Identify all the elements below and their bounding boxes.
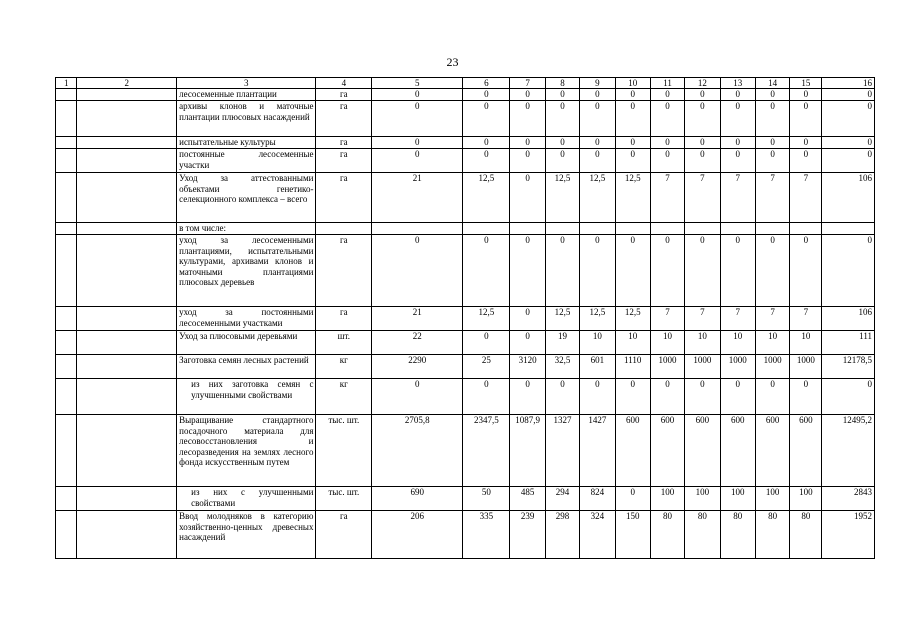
value-cell: 0: [372, 101, 463, 137]
empty-cell-col2: [77, 235, 177, 307]
value-cell: [545, 223, 579, 235]
value-cell: 80: [650, 511, 684, 559]
column-number-3: 3: [177, 78, 316, 89]
value-cell: 0: [615, 379, 650, 415]
value-cell: 0: [685, 149, 720, 173]
value-cell: 1110: [615, 355, 650, 379]
column-number-14: 14: [755, 78, 789, 89]
unit-cell: кг: [316, 355, 372, 379]
empty-cell-col2: [77, 173, 177, 223]
value-cell: 0: [685, 379, 720, 415]
column-number-4: 4: [316, 78, 372, 89]
value-cell: 0: [685, 89, 720, 101]
value-cell: 10: [685, 331, 720, 355]
value-cell: 0: [463, 379, 510, 415]
value-cell: 0: [822, 149, 875, 173]
value-cell: 10: [580, 331, 615, 355]
table-row: [56, 149, 875, 173]
value-cell: 600: [650, 415, 684, 487]
value-cell: 12,5: [615, 173, 650, 223]
value-cell: 100: [790, 487, 822, 511]
value-cell: 7: [720, 307, 755, 331]
value-cell: 25: [463, 355, 510, 379]
value-cell: 0: [650, 235, 684, 307]
value-cell: 0: [755, 149, 789, 173]
value-cell: 0: [650, 101, 684, 137]
value-cell: 3120: [510, 355, 545, 379]
row-label: Заготовка семян лесных растений: [177, 355, 316, 379]
table-row: [56, 89, 875, 101]
value-cell: 100: [755, 487, 789, 511]
value-cell: 485: [510, 487, 545, 511]
empty-cell-col1: [56, 487, 77, 511]
unit-cell: га: [316, 137, 372, 149]
empty-cell-col1: [56, 89, 77, 101]
row-label: Уход за аттестованными объектами генетико-селекционного комплекса – всего: [177, 173, 316, 223]
value-cell: 0: [755, 137, 789, 149]
value-cell: 0: [510, 331, 545, 355]
value-cell: 600: [615, 415, 650, 487]
column-number-5: 5: [372, 78, 463, 89]
value-cell: 1000: [790, 355, 822, 379]
row-label: Ввод молодняков в категорию хозяйственно-ценных древесных насаждений: [177, 511, 316, 559]
value-cell: 0: [685, 101, 720, 137]
value-cell: 0: [755, 101, 789, 137]
value-cell: 324: [580, 511, 615, 559]
value-cell: 0: [615, 89, 650, 101]
value-cell: 10: [755, 331, 789, 355]
value-cell: 100: [685, 487, 720, 511]
value-cell: 21: [372, 307, 463, 331]
value-cell: 600: [720, 415, 755, 487]
data-table: [55, 77, 875, 559]
value-cell: [463, 223, 510, 235]
table-row: [56, 235, 875, 307]
value-cell: 0: [822, 101, 875, 137]
empty-cell-col1: [56, 173, 77, 223]
value-cell: 0: [615, 137, 650, 149]
column-number-13: 13: [720, 78, 755, 89]
value-cell: 0: [720, 235, 755, 307]
empty-cell-col2: [77, 149, 177, 173]
value-cell: 0: [720, 101, 755, 137]
value-cell: 0: [822, 89, 875, 101]
table-row: [56, 487, 875, 511]
value-cell: 0: [580, 379, 615, 415]
empty-cell-col1: [56, 137, 77, 149]
value-cell: 0: [650, 137, 684, 149]
empty-cell-col2: [77, 137, 177, 149]
value-cell: 0: [720, 379, 755, 415]
row-label: Уход за плюсовыми деревьями: [177, 331, 316, 355]
unit-cell: кг: [316, 379, 372, 415]
value-cell: [615, 223, 650, 235]
unit-cell: тыс. шт.: [316, 487, 372, 511]
value-cell: 0: [463, 331, 510, 355]
value-cell: 2347,5: [463, 415, 510, 487]
value-cell: 601: [580, 355, 615, 379]
unit-cell: га: [316, 511, 372, 559]
value-cell: 0: [463, 89, 510, 101]
value-cell: 0: [580, 137, 615, 149]
value-cell: 19: [545, 331, 579, 355]
value-cell: 0: [790, 137, 822, 149]
value-cell: 0: [545, 137, 579, 149]
value-cell: 12,5: [545, 307, 579, 331]
value-cell: 80: [790, 511, 822, 559]
value-cell: 150: [615, 511, 650, 559]
value-cell: 1000: [755, 355, 789, 379]
value-cell: 0: [545, 101, 579, 137]
value-cell: 0: [650, 149, 684, 173]
value-cell: 1327: [545, 415, 579, 487]
value-cell: 7: [685, 173, 720, 223]
column-number-10: 10: [615, 78, 650, 89]
value-cell: 600: [685, 415, 720, 487]
table-row: [56, 307, 875, 331]
value-cell: 0: [650, 89, 684, 101]
value-cell: 0: [580, 235, 615, 307]
value-cell: 0: [510, 173, 545, 223]
value-cell: 10: [650, 331, 684, 355]
value-cell: 0: [755, 235, 789, 307]
value-cell: 0: [790, 101, 822, 137]
value-cell: [685, 223, 720, 235]
value-cell: [755, 223, 789, 235]
row-label: Выращивание стандартного посадочного материала для лесовосстановления и лесоразведения на землях лесного фонда искусственным путем: [177, 415, 316, 487]
value-cell: 0: [463, 137, 510, 149]
value-cell: 0: [685, 137, 720, 149]
value-cell: 0: [790, 379, 822, 415]
value-cell: 0: [510, 379, 545, 415]
value-cell: 294: [545, 487, 579, 511]
value-cell: 0: [510, 137, 545, 149]
value-cell: 0: [720, 149, 755, 173]
unit-cell: га: [316, 173, 372, 223]
empty-cell-col1: [56, 415, 77, 487]
table-row: [56, 101, 875, 137]
table-row: [56, 355, 875, 379]
value-cell: 111: [822, 331, 875, 355]
value-cell: 0: [720, 89, 755, 101]
table-row: [56, 415, 875, 487]
value-cell: 0: [790, 149, 822, 173]
value-cell: 0: [755, 379, 789, 415]
value-cell: 206: [372, 511, 463, 559]
value-cell: 0: [615, 235, 650, 307]
value-cell: 0: [372, 89, 463, 101]
value-cell: [580, 223, 615, 235]
value-cell: 0: [463, 149, 510, 173]
unit-cell: га: [316, 307, 372, 331]
value-cell: 0: [372, 235, 463, 307]
value-cell: 7: [650, 307, 684, 331]
empty-cell-col2: [77, 331, 177, 355]
empty-cell-col1: [56, 331, 77, 355]
empty-cell-col2: [77, 379, 177, 415]
value-cell: 0: [755, 89, 789, 101]
column-number-9: 9: [580, 78, 615, 89]
empty-cell-col1: [56, 379, 77, 415]
column-number-7: 7: [510, 78, 545, 89]
value-cell: 7: [685, 307, 720, 331]
value-cell: 1952: [822, 511, 875, 559]
value-cell: 12,5: [615, 307, 650, 331]
empty-cell-col2: [77, 415, 177, 487]
value-cell: 7: [790, 307, 822, 331]
value-cell: 0: [372, 149, 463, 173]
unit-cell: га: [316, 235, 372, 307]
value-cell: 0: [545, 379, 579, 415]
value-cell: 0: [685, 235, 720, 307]
unit-cell: га: [316, 89, 372, 101]
table-row: [56, 137, 875, 149]
value-cell: 0: [510, 235, 545, 307]
value-cell: 12495,2: [822, 415, 875, 487]
value-cell: 690: [372, 487, 463, 511]
value-cell: 1000: [720, 355, 755, 379]
value-cell: 12,5: [463, 307, 510, 331]
value-cell: 80: [685, 511, 720, 559]
empty-cell-col2: [77, 355, 177, 379]
value-cell: [510, 223, 545, 235]
table-body: [56, 89, 875, 559]
page-number: 23: [446, 55, 459, 69]
column-number-12: 12: [685, 78, 720, 89]
value-cell: 335: [463, 511, 510, 559]
value-cell: 100: [720, 487, 755, 511]
empty-cell-col2: [77, 101, 177, 137]
value-cell: 12,5: [580, 173, 615, 223]
row-label: испытательные культуры: [177, 137, 316, 149]
value-cell: 1087,9: [510, 415, 545, 487]
value-cell: 0: [580, 89, 615, 101]
value-cell: 0: [615, 101, 650, 137]
value-cell: 22: [372, 331, 463, 355]
unit-cell: шт.: [316, 331, 372, 355]
value-cell: 2290: [372, 355, 463, 379]
value-cell: 12178,5: [822, 355, 875, 379]
value-cell: 0: [463, 235, 510, 307]
value-cell: 7: [755, 307, 789, 331]
value-cell: [790, 223, 822, 235]
value-cell: 0: [790, 89, 822, 101]
value-cell: 80: [755, 511, 789, 559]
value-cell: 0: [545, 235, 579, 307]
value-cell: 0: [822, 137, 875, 149]
empty-cell-col1: [56, 235, 77, 307]
unit-cell: га: [316, 149, 372, 173]
value-cell: 12,5: [580, 307, 615, 331]
value-cell: 1427: [580, 415, 615, 487]
empty-cell-col2: [77, 89, 177, 101]
empty-cell-col2: [77, 487, 177, 511]
unit-cell: га: [316, 101, 372, 137]
column-number-row: [56, 78, 875, 89]
value-cell: 10: [720, 331, 755, 355]
value-cell: 0: [720, 137, 755, 149]
value-cell: 7: [650, 173, 684, 223]
value-cell: 1000: [685, 355, 720, 379]
empty-cell-col1: [56, 149, 77, 173]
table-row: [56, 173, 875, 223]
value-cell: 32,5: [545, 355, 579, 379]
column-number-15: 15: [790, 78, 822, 89]
empty-cell-col1: [56, 307, 77, 331]
value-cell: 0: [463, 101, 510, 137]
value-cell: 50: [463, 487, 510, 511]
unit-cell: тыс. шт.: [316, 415, 372, 487]
value-cell: 100: [650, 487, 684, 511]
value-cell: 80: [720, 511, 755, 559]
empty-cell-col2: [77, 307, 177, 331]
value-cell: 0: [650, 379, 684, 415]
value-cell: 2843: [822, 487, 875, 511]
empty-cell-col2: [77, 511, 177, 559]
value-cell: 106: [822, 307, 875, 331]
table-row: [56, 511, 875, 559]
value-cell: 0: [615, 487, 650, 511]
row-label: лесосеменные плантации: [177, 89, 316, 101]
value-cell: 0: [545, 149, 579, 173]
row-label: архивы клонов и маточные плантации плюсовых насаждений: [177, 101, 316, 137]
value-cell: 1000: [650, 355, 684, 379]
column-number-11: 11: [650, 78, 684, 89]
value-cell: 0: [822, 379, 875, 415]
value-cell: 7: [755, 173, 789, 223]
value-cell: [650, 223, 684, 235]
column-number-2: 2: [77, 78, 177, 89]
empty-cell-col1: [56, 511, 77, 559]
value-cell: 298: [545, 511, 579, 559]
value-cell: 0: [510, 307, 545, 331]
value-cell: 0: [615, 149, 650, 173]
value-cell: 0: [372, 379, 463, 415]
value-cell: [720, 223, 755, 235]
value-cell: 12,5: [545, 173, 579, 223]
unit-cell: [316, 223, 372, 235]
value-cell: 10: [790, 331, 822, 355]
value-cell: 0: [510, 149, 545, 173]
value-cell: 0: [510, 89, 545, 101]
empty-cell-col1: [56, 223, 77, 235]
value-cell: 239: [510, 511, 545, 559]
value-cell: 21: [372, 173, 463, 223]
value-cell: 7: [720, 173, 755, 223]
value-cell: 824: [580, 487, 615, 511]
value-cell: [372, 223, 463, 235]
column-number-6: 6: [463, 78, 510, 89]
column-number-1: 1: [56, 78, 77, 89]
value-cell: [822, 223, 875, 235]
value-cell: 2705,8: [372, 415, 463, 487]
column-number-8: 8: [545, 78, 579, 89]
row-label: в том числе:: [177, 223, 316, 235]
table-row: [56, 379, 875, 415]
empty-cell-col1: [56, 101, 77, 137]
value-cell: 12,5: [463, 173, 510, 223]
row-label: из них с улучшенными свойствами: [177, 487, 316, 511]
value-cell: 106: [822, 173, 875, 223]
empty-cell-col2: [77, 223, 177, 235]
row-label: уход за постоянными лесосеменными участками: [177, 307, 316, 331]
value-cell: 600: [755, 415, 789, 487]
value-cell: 10: [615, 331, 650, 355]
table-row: [56, 331, 875, 355]
value-cell: 0: [790, 235, 822, 307]
value-cell: 0: [510, 101, 545, 137]
row-label: постоянные лесосеменные участки: [177, 149, 316, 173]
row-label: из них заготовка семян с улучшенными свойствами: [177, 379, 316, 415]
table-row: [56, 223, 875, 235]
value-cell: 0: [372, 137, 463, 149]
value-cell: 600: [790, 415, 822, 487]
value-cell: 0: [545, 89, 579, 101]
value-cell: 0: [580, 149, 615, 173]
row-label: уход за лесосеменными плантациями, испытательными культурами, архивами клонов и маточными плантациями плюсовых деревьев: [177, 235, 316, 307]
value-cell: 0: [822, 235, 875, 307]
empty-cell-col1: [56, 355, 77, 379]
column-number-16: 16: [822, 78, 875, 89]
value-cell: 7: [790, 173, 822, 223]
value-cell: 0: [580, 101, 615, 137]
